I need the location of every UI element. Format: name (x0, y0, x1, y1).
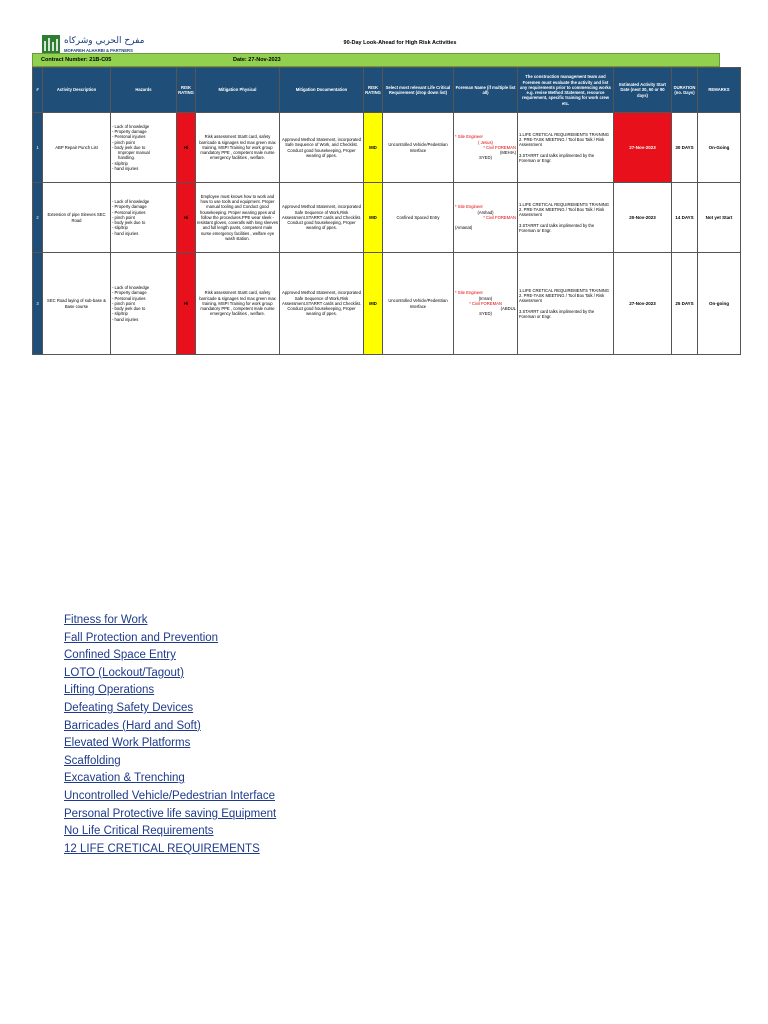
link-fall-protection[interactable]: Fall Protection and Prevention (64, 631, 219, 644)
foreman-cell: * Site Engineer (Arshad) * Civil FOREMAN (Amanat) (454, 183, 518, 253)
evaluation-cell: 1.LIFE CRETICAL REQUIREMENTS TRAINING 2. PRE-TASK MEETING / Tool Box Talk / Risk Assessment 3.STARRT card talks implimented by the Foreman or Engr. (518, 183, 614, 253)
start-date-cell: 20-Nov-2023 (614, 183, 672, 253)
life-critical-links-list (64, 612, 276, 858)
duration-cell: 14 DAYS (672, 183, 698, 253)
risk-rating-cell: Hi (177, 183, 196, 253)
row-number: 1 (33, 113, 43, 183)
col-header-foreman: Foreman Name (if multiple list all) (454, 68, 518, 113)
risk-activities-table (32, 67, 741, 355)
activity-cell: Extension of pipe Sleeves SEC Road (43, 183, 111, 253)
activity-cell: SEC Road laying of sub-base & Base course (43, 253, 111, 355)
life-critical-cell[interactable]: Confined Spaced Entry (383, 183, 454, 253)
table-row (33, 183, 741, 253)
row-number: 3 (33, 253, 43, 355)
link-barricades[interactable]: Barricades (Hard and Soft) (64, 719, 201, 732)
link-confined-space-entry[interactable]: Confined Space Entry (64, 649, 176, 662)
mitigation-physical-cell: Risk assessment Startt card, safety barricade & signages red max green max training, MSPI Training for work group mandatory PPE , competent male nurse emergency facilities , welfare. (196, 113, 280, 183)
remarks-cell: On-Going (698, 113, 741, 183)
hazards-cell: - Lack of knowledge - Property damage - Personal injuries - pinch point - body jeek due to - slip/trip - hand injuries (111, 183, 177, 253)
hazards-cell: - Lack of knowledge - Property damage - Personal injuries - pinch point - body jeek due to - slip/trip - hand injuries (111, 253, 177, 355)
table-header-row (33, 68, 741, 113)
logo-mark-icon (42, 35, 60, 53)
life-critical-cell[interactable]: Uncontrolled Vehicle/Pedestrian Interface (383, 113, 454, 183)
link-uncontrolled-vehicle[interactable]: Uncontrolled Vehicle/Pedestrian Interface (64, 789, 275, 802)
hazards-cell: - Lack of knowledge - Property damage - Personal injuries - pinch point - body jeek due to Improper manual handling. - slip/trip - hand injuries (111, 113, 177, 183)
col-header-remarks: REMARKS (698, 68, 741, 113)
mitigation-physical-cell: Employee must knows how to work and how to use tools and equipment. Proper manual tooling and Conduct good housekeeping. Proper wearing ppes and follow the procedures.PPE wear sleek - resistant gloves, coveralls with long sleeves and full length pants, competent male nurse emergency facilities , welfare eye wash station. (196, 183, 280, 253)
evaluation-cell: 1.LIFE CRETICAL REQUIREMENTS TRAINING 2. PRE-TASK MEETING / Tool Box Talk / Risk Assessment 3.STARRT card talks implimented by the Foreman or Engr. (518, 253, 614, 355)
mitigation-documentation-cell: Approved Method Statement, incorporated Safe Sequence of Work,Risk Assessment.STARRT cards and Checklist. Conduct good housekeeping, Proper wearing of ppes. (280, 253, 364, 355)
table-row (33, 113, 741, 183)
residual-risk-cell: MID (364, 183, 383, 253)
contract-number: Contract Number: 21B-C05 (41, 57, 112, 63)
contract-info-bar (32, 53, 720, 67)
risk-rating-cell: Hi (177, 253, 196, 355)
link-excavation-trenching[interactable]: Excavation & Trenching (64, 772, 185, 785)
row-number: 2 (33, 183, 43, 253)
link-elevated-work-platforms[interactable]: Elevated Work Platforms (64, 737, 191, 750)
col-header-mitigation-documentation: Mitigation Documentation (280, 68, 364, 113)
col-header-risk-rating: RISK RATING (177, 68, 196, 113)
start-date-cell: 27-Nov-2023 (614, 113, 672, 183)
table-row (33, 253, 741, 355)
mitigation-documentation-cell: Approved Method Statement, incorporated Safe Sequence of Work,Risk Assessment.STARRT cards and Checklist. Conduct good housekeeping, Proper wearing of ppes. (280, 183, 364, 253)
logo-english-text: MOFAREH ALHARBI & PARTNERS (64, 48, 133, 53)
col-header-duration: DURATION (no. Days) (672, 68, 698, 113)
remarks-cell: Not yet Start (698, 183, 741, 253)
duration-cell: 25 DAYS (672, 253, 698, 355)
col-header-residual-risk: RISK RATING (364, 68, 383, 113)
start-date-cell: 27-Nov-2023 (614, 253, 672, 355)
col-header-life-critical: Select most relevant Life Critical Requirement (drop down list) (383, 68, 454, 113)
link-ppe[interactable]: Personal Protective life saving Equipment (64, 807, 277, 820)
link-scaffolding[interactable]: Scaffolding (64, 754, 121, 767)
foreman-cell: * Site Engineer ( Jesus) * Civil FOREMAN (MEHIA) SYED) (454, 113, 518, 183)
foreman-cell: * Site Engineer (Imran) * Civil FOREMAN (ABDUL SYED) (454, 253, 518, 355)
link-lifting-operations[interactable]: Lifting Operations (64, 684, 155, 697)
col-header-mitigation-physical: Mitigation Physical (196, 68, 280, 113)
evaluation-cell: 1.LIFE CRETICAL REQUIREMENTS TRAINING 2. PRE-TASK MEETING / Tool Box Talk / Risk Assessment 3.STARRT card talks implimented by the Foreman or Engr. (518, 113, 614, 183)
link-12-life-critical[interactable]: 12 LIFE CRETICAL REQUIREMENTS (64, 842, 260, 855)
logo-arabic-text: مفرح الحربي وشركاه (64, 36, 145, 46)
col-header-activity: Activity Description (43, 68, 111, 113)
link-loto[interactable]: LOTO (Lockout/Tagout) (64, 666, 184, 679)
mitigation-physical-cell: Risk assessment Startt card, safety barricade & signages red max green max training, MSPI Training for work group mandatory PPE , competent male nurse emergency facilities , welfare. (196, 253, 280, 355)
link-fitness-for-work[interactable]: Fitness for Work (64, 614, 148, 626)
link-defeating-safety-devices[interactable]: Defeating Safety Devices (64, 701, 194, 714)
mitigation-documentation-cell: Approved Method Statement, incorporated Safe Sequence of Work, and Checklist. Conduct good housekeeping, Proper wearing of ppes. (280, 113, 364, 183)
remarks-cell: On-going (698, 253, 741, 355)
residual-risk-cell: MID (364, 253, 383, 355)
activity-cell: ABP Repair Punch List (43, 113, 111, 183)
company-logo (42, 33, 152, 55)
duration-cell: 30 DAYS (672, 113, 698, 183)
risk-rating-cell: Hi (177, 113, 196, 183)
col-header-evaluation: The construction management team and Foremen must evaluate the activity and list any requirements prior to commencing works e.g. revise Method Statement, resource requirement, specific training for work crew etc. (518, 68, 614, 113)
life-critical-cell[interactable]: Uncontrolled Vehicle/Pedestrian Interface (383, 253, 454, 355)
col-header-num: # (33, 68, 43, 113)
link-no-life-critical[interactable]: No Life Critical Requirements (64, 825, 214, 838)
residual-risk-cell: MID (364, 113, 383, 183)
report-date: Date: 27-Nov-2023 (233, 57, 281, 63)
col-header-hazards: Hazards (111, 68, 177, 113)
col-header-start-date: Estimated Activity Start Date (next 30, 60 or 90 days) (614, 68, 672, 113)
page-title: 90-Day Look-Ahead for High Risk Activities (343, 40, 457, 46)
